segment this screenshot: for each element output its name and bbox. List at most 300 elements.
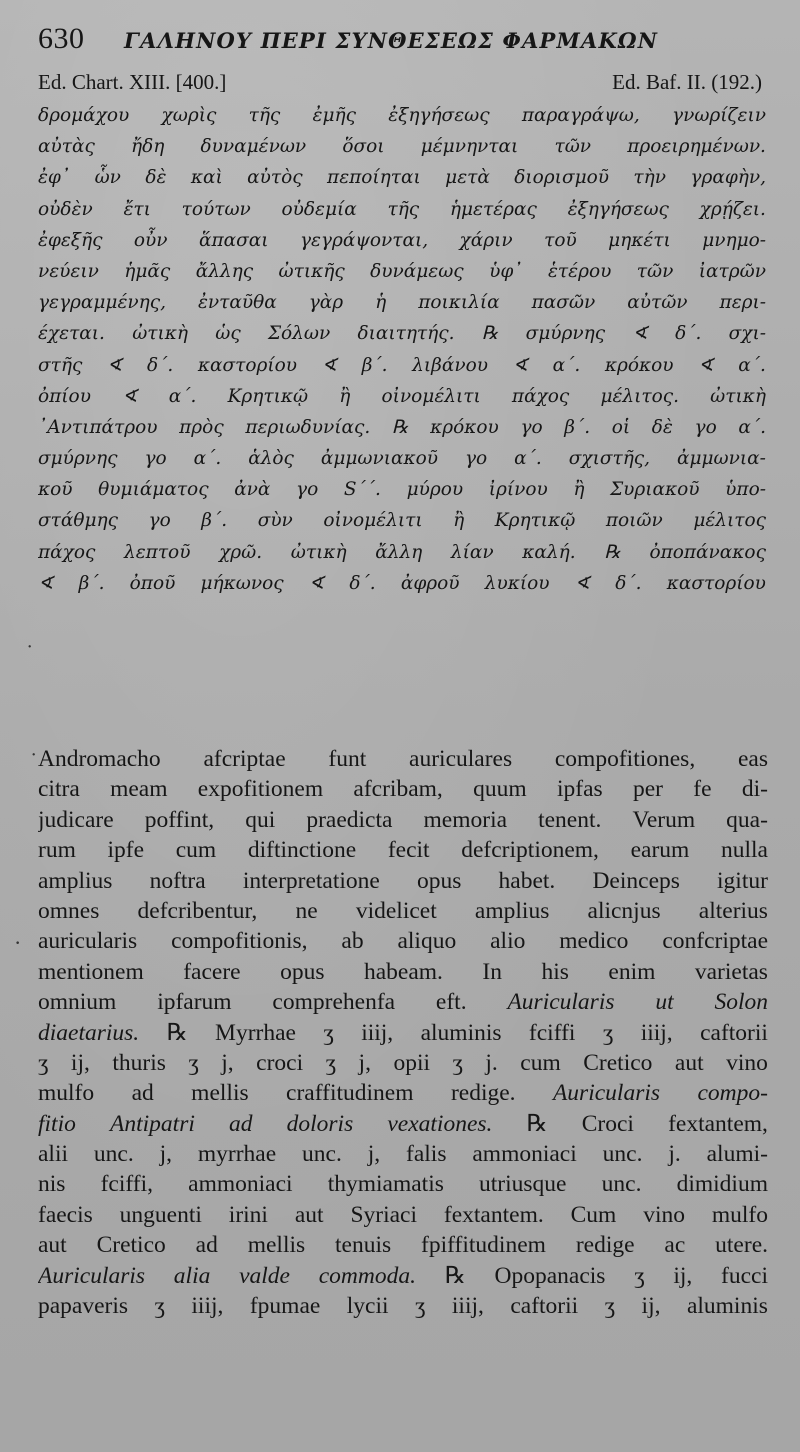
word: δυναμένων — [200, 136, 307, 158]
word: σχι- — [728, 323, 766, 345]
word: μέλιτος — [693, 510, 766, 532]
word: vexationes. — [387, 1110, 493, 1137]
word: alterius — [698, 897, 768, 924]
word: eft. — [435, 989, 467, 1016]
word: καστορίου — [197, 354, 298, 376]
word: ∢ — [321, 354, 338, 376]
word: fextantem. — [443, 1201, 544, 1228]
word: expofitionem — [197, 776, 324, 803]
word: omnes — [38, 897, 100, 924]
word: j. — [485, 1049, 498, 1076]
word: cum — [520, 1049, 561, 1076]
word: ℞ — [444, 1262, 466, 1289]
word: quum — [473, 776, 527, 803]
word: Solon — [714, 989, 768, 1016]
word: β΄. — [564, 416, 591, 438]
word: faecis — [38, 1201, 93, 1228]
word: ἰατρῶν — [698, 260, 766, 282]
word: ἐξηγήσεως — [388, 105, 490, 126]
word: οἰνομέλιτι — [381, 385, 481, 407]
word: δὲ — [145, 167, 167, 189]
word: defcriptionem, — [461, 837, 599, 864]
latin-text-line — [38, 1291, 768, 1321]
word: ammoniaci — [188, 1171, 293, 1198]
greek-text-line — [38, 381, 766, 412]
word: redige — [575, 1232, 635, 1259]
word: τῶν — [554, 136, 592, 158]
word: diftinctione — [247, 837, 357, 864]
word: memoria — [423, 806, 508, 833]
word: καστορίου — [666, 572, 766, 594]
word: ipfarum — [157, 989, 232, 1016]
word: Andromacho — [38, 746, 161, 772]
word: ὅσοι — [342, 136, 385, 158]
latin-text-line — [38, 1048, 768, 1078]
word: ℞ — [481, 323, 499, 345]
word: τῆς — [387, 198, 420, 220]
word: fpumae — [249, 1293, 321, 1320]
word: Auricularis — [552, 1080, 661, 1107]
word: ammoniaci — [472, 1141, 577, 1168]
word: qui — [245, 806, 276, 833]
word: alio — [490, 928, 526, 955]
greek-text-line — [38, 225, 766, 256]
word: γο — [465, 448, 488, 470]
word: j, — [159, 1141, 172, 1168]
word: ʒ — [415, 1293, 426, 1320]
word: αὐτὰς — [38, 136, 95, 158]
word: ʒ — [38, 1049, 49, 1076]
word: περιωδυνίας. — [245, 416, 371, 438]
word: α΄. — [738, 354, 766, 376]
word: alicnjus — [587, 897, 661, 924]
latin-text-line — [38, 744, 768, 774]
latin-text-line — [38, 1078, 768, 1108]
word: καὶ — [190, 167, 223, 189]
word: α΄. — [193, 448, 222, 470]
word: fciffi — [528, 1019, 576, 1046]
word: doloris — [286, 1110, 354, 1137]
word: ℞ — [526, 1110, 548, 1137]
word: ʒ — [602, 1019, 614, 1046]
word: ʒ — [452, 1049, 463, 1076]
greek-text-line — [38, 505, 766, 536]
word: δ΄. — [147, 354, 174, 376]
word: αὐτῶν — [627, 292, 688, 314]
greek-text-line — [38, 443, 766, 474]
word: compofitionis, — [171, 928, 308, 955]
greek-text-line — [38, 287, 766, 318]
word: ἤδη — [131, 136, 165, 158]
word: Auricularis — [38, 1262, 146, 1289]
word: Syriaci — [350, 1201, 418, 1228]
greek-text-line — [38, 194, 766, 225]
edition-chart-reference: Ed. Chart. XIII. [400.] — [38, 70, 227, 94]
word: j. — [668, 1141, 681, 1168]
word: poffint, — [144, 806, 215, 833]
page-number: 630 — [38, 22, 85, 55]
word: cum — [175, 837, 217, 864]
word: opus — [417, 867, 462, 894]
word: μνημο- — [702, 229, 766, 251]
word: διορισμοῦ — [514, 167, 609, 189]
latin-text-line — [38, 866, 768, 896]
margin-mark: · — [14, 930, 22, 955]
word: confcriptae — [662, 928, 768, 955]
word: κρόκου — [604, 354, 674, 376]
word: δυνάμεως — [370, 260, 464, 282]
word: μετὰ — [445, 167, 490, 189]
word: ʒ — [634, 1262, 645, 1289]
word: Deinceps — [592, 867, 680, 894]
edition-basel-reference: Ed. Baf. II. (192.) — [612, 70, 762, 94]
word: ʒ — [154, 1293, 165, 1320]
word: ἀφροῦ — [400, 572, 460, 594]
greek-text-line — [38, 568, 766, 599]
word: craffitudinem — [286, 1080, 414, 1107]
word: lycii — [346, 1293, 389, 1320]
word: commoda. — [318, 1262, 416, 1289]
latin-text-line — [38, 1018, 768, 1048]
word: ἐμῆς — [312, 105, 356, 126]
word: omnium — [38, 989, 117, 1016]
word: ὀπίου — [38, 385, 91, 407]
latin-text-line — [38, 774, 768, 804]
word: thuris — [112, 1049, 166, 1076]
word: aluminis — [420, 1019, 502, 1046]
word: σμύρνης — [525, 323, 606, 345]
greek-text-line — [38, 537, 766, 568]
word: γο — [296, 479, 319, 501]
word: eas — [737, 746, 768, 772]
word: ∢ — [512, 354, 529, 376]
word: λυκίου — [484, 572, 550, 594]
word: χάριν — [459, 229, 513, 251]
word: amplius — [38, 867, 113, 894]
word: ad — [229, 1110, 253, 1137]
greek-text-line — [38, 412, 766, 443]
word: iiij, — [640, 1019, 673, 1046]
word: α΄. — [168, 385, 197, 407]
word: δρομάχου — [38, 105, 130, 126]
word: fciffi, — [100, 1171, 153, 1198]
word: β΄. — [78, 572, 105, 594]
word: παραγράψω, — [521, 105, 640, 126]
word: Myrrhae — [215, 1019, 296, 1046]
word: fpiffitudinem — [421, 1232, 546, 1259]
word: opus — [280, 958, 325, 985]
word: falis — [406, 1141, 447, 1168]
word: Cum — [570, 1201, 617, 1228]
word: α΄. — [738, 416, 766, 438]
word: ὑφ᾽ — [489, 260, 523, 282]
word: iiij, — [451, 1293, 484, 1320]
word: afcriptae — [203, 746, 286, 772]
word: γὰρ — [308, 292, 344, 314]
word: mentionem — [38, 958, 144, 985]
latin-text-line — [38, 805, 768, 835]
word: meam — [110, 776, 168, 803]
word: λιβάνου — [412, 354, 488, 376]
latin-text-line — [38, 957, 768, 987]
word: ἢ — [453, 510, 465, 532]
word: nulla — [720, 837, 768, 864]
word: μηκέτι — [608, 229, 671, 251]
word: dimidium — [676, 1171, 768, 1198]
word: comprehenfa — [272, 989, 396, 1016]
word: mellis — [247, 1232, 306, 1259]
word: ne — [295, 897, 318, 924]
word: unc. — [302, 1141, 342, 1168]
word: γνωρίζειν — [672, 105, 766, 126]
word: alia — [173, 1262, 211, 1289]
word: Verum — [632, 806, 696, 833]
word: noftra — [149, 867, 206, 894]
word: aut — [38, 1232, 67, 1259]
word: tenent. — [538, 806, 602, 833]
word: vino — [726, 1049, 768, 1076]
word: funt — [328, 746, 367, 772]
word: Σόλων — [267, 323, 331, 345]
word: προειρημένων. — [627, 136, 766, 158]
word: ∢ — [632, 323, 648, 345]
word: Cretico — [96, 1232, 166, 1259]
word: tenuis — [335, 1232, 392, 1259]
page-header — [38, 22, 766, 62]
word: videlicet — [355, 897, 437, 924]
word: οἰνομέλιτι — [323, 510, 423, 532]
word: έχεται. — [38, 323, 105, 345]
word: ℞ — [166, 1019, 188, 1046]
word: ij, — [673, 1262, 693, 1289]
word: στάθμης — [38, 510, 118, 532]
word: οὐδὲν — [38, 198, 93, 220]
word: ∢ — [38, 572, 54, 594]
word: judicare — [38, 806, 114, 833]
running-title: ΓΑΛΗΝΟΥ ΠΕΡΙ ΣΥΝΘΕΣΕΩΣ ΦΑΡΜΑΚΩΝ — [124, 28, 659, 53]
word: καλή. — [522, 541, 576, 563]
word: auricularis — [38, 928, 138, 955]
word: ἄλλης — [195, 260, 254, 282]
greek-text-line — [38, 100, 766, 131]
word: Croci — [581, 1110, 634, 1137]
word: j, — [367, 1141, 381, 1168]
word: caftorii — [700, 1019, 768, 1046]
greek-text-line — [38, 162, 766, 193]
word: γο — [148, 510, 171, 532]
word: redige. — [450, 1080, 516, 1107]
word: enim — [608, 958, 656, 985]
word: κοῦ — [38, 479, 73, 501]
word: ad — [131, 1080, 154, 1107]
word: β΄. — [201, 510, 228, 532]
word: interpretatione — [242, 867, 380, 894]
word: opii — [393, 1049, 430, 1076]
word: τούτων — [181, 198, 251, 220]
word: πάχος — [38, 541, 96, 563]
word: ij, — [70, 1049, 90, 1076]
word: οὐδεμία — [281, 198, 357, 220]
word: aut — [294, 1201, 324, 1228]
word: j, — [358, 1049, 371, 1076]
latin-text-line — [38, 1109, 768, 1139]
word: croci — [256, 1049, 304, 1076]
word: ᾽Αντιπάτρου — [38, 416, 158, 438]
word: fucci — [721, 1262, 768, 1289]
word: δ΄. — [675, 323, 702, 345]
word: varietas — [694, 958, 768, 985]
word: ipfe — [107, 837, 145, 864]
word: ij, — [641, 1293, 661, 1320]
word: mulfo — [38, 1080, 95, 1107]
word: di- — [741, 776, 768, 803]
word: irini — [228, 1201, 268, 1228]
word: j, — [221, 1049, 234, 1076]
word: ὧν — [94, 167, 121, 189]
word: ℞ — [604, 541, 621, 563]
word: ἡ — [375, 292, 387, 314]
word: ἡμᾶς — [124, 260, 171, 282]
word: οὖν — [133, 229, 168, 251]
word: δ΄. — [349, 572, 376, 594]
latin-text-line — [38, 1139, 768, 1169]
word: σχιστῆς, — [568, 448, 651, 470]
word: ἅπασαι — [198, 229, 269, 251]
word: ἑτέρου — [547, 260, 612, 282]
word: vino — [643, 1201, 685, 1228]
word: ʒ — [604, 1293, 616, 1320]
word: Κρητικῷ — [494, 510, 576, 532]
word: α΄. — [514, 448, 542, 470]
word: fecit — [387, 837, 430, 864]
word: γεγράψονται, — [299, 229, 429, 251]
word: per — [632, 776, 663, 803]
word: ποικιλία — [418, 292, 500, 314]
word: ab — [341, 928, 364, 955]
word: Cretico — [583, 1049, 653, 1076]
word: ac — [664, 1232, 686, 1259]
word: ∢ — [122, 385, 138, 407]
word: ∢ — [308, 572, 325, 594]
word: γεγραμμένης, — [38, 292, 166, 314]
word: utriusque — [479, 1171, 567, 1198]
word: δ΄. — [615, 572, 642, 594]
word: ἢ — [573, 479, 585, 501]
word: Auricularis — [507, 989, 615, 1016]
greek-text-line — [38, 131, 766, 162]
word: ἁλὸς — [248, 448, 294, 470]
word: ὀποπάνακος — [649, 541, 766, 563]
word: ∢ — [106, 354, 123, 376]
word: χρῄζει. — [699, 198, 766, 220]
word: τὴν — [633, 167, 666, 189]
word: θυμιάματος — [98, 479, 209, 501]
word: facere — [183, 958, 241, 985]
word: αὐτὸς — [247, 167, 303, 189]
word: utere. — [715, 1232, 768, 1259]
word: περι- — [719, 292, 766, 314]
word: myrrhae — [197, 1141, 277, 1168]
word: λίαν — [450, 541, 494, 563]
word: ἀνὰ — [234, 479, 271, 501]
word: auriculares — [409, 746, 513, 772]
word: λεπτοῦ — [124, 541, 191, 563]
margin-mark: ˙ — [30, 748, 38, 773]
word: ὠτικῆς — [278, 260, 345, 282]
word: ὀποῦ — [129, 572, 176, 594]
latin-text-line — [38, 987, 768, 1017]
word: Συριακοῦ — [610, 479, 700, 501]
word: γο — [520, 416, 543, 438]
word: unc. — [601, 1171, 642, 1198]
word: ὑπο- — [725, 479, 766, 501]
word: praedicta — [306, 806, 393, 833]
word: qua- — [726, 806, 768, 833]
word: papaveris — [38, 1293, 129, 1320]
word: In — [482, 958, 502, 985]
word: fitio — [38, 1110, 76, 1137]
word: valde — [239, 1262, 290, 1289]
word: πρὸς — [179, 416, 224, 438]
word: ʒ — [188, 1049, 199, 1076]
word: amplius — [474, 897, 550, 924]
greek-text-line — [38, 318, 766, 349]
word: μύρου — [406, 479, 464, 501]
word: δὲ — [651, 416, 673, 438]
word: μέλιτος. — [600, 385, 679, 407]
word: ἐνταῦθα — [197, 292, 277, 314]
word: ∢ — [574, 572, 591, 594]
word: ʒ — [325, 1049, 337, 1076]
greek-text-block — [38, 100, 766, 599]
word: ὠτικὴ — [290, 541, 347, 563]
word: στῆς — [38, 354, 83, 376]
word: igitur — [717, 867, 768, 894]
word: ἄλλη — [375, 541, 423, 563]
word: χωρὶς — [161, 105, 217, 126]
word: γραφὴν, — [690, 167, 766, 189]
word: his — [541, 958, 569, 985]
word: ποιῶν — [605, 510, 663, 532]
word: ℞ — [391, 416, 409, 438]
word: ὡς — [215, 323, 241, 345]
word: rum — [38, 837, 76, 864]
word: τῆς — [248, 105, 281, 126]
word: mulfo — [711, 1201, 768, 1228]
word: iiij, — [361, 1019, 394, 1046]
word: ἐφεξῆς — [38, 229, 103, 251]
word: ἔτι — [123, 198, 151, 220]
word: μήκωνος — [200, 572, 284, 594]
word: mellis — [191, 1080, 249, 1107]
word: χρῶ. — [219, 541, 263, 563]
word: fe — [693, 776, 712, 803]
word: ʒ — [323, 1019, 334, 1046]
word: ἡμετέρας — [449, 198, 537, 220]
word: medico — [559, 928, 629, 955]
word: Κρητικῷ — [227, 385, 309, 407]
greek-text-line — [38, 474, 766, 505]
word: Antipatri — [110, 1110, 195, 1137]
word: compofitiones, — [554, 746, 696, 772]
word: diaetarius. — [38, 1019, 140, 1046]
word: α΄. — [552, 354, 581, 376]
word: alumi- — [706, 1141, 768, 1168]
word: earum — [630, 837, 690, 864]
edition-references — [38, 70, 766, 96]
word: πάχος — [511, 385, 570, 407]
word: κρόκου — [430, 416, 499, 438]
